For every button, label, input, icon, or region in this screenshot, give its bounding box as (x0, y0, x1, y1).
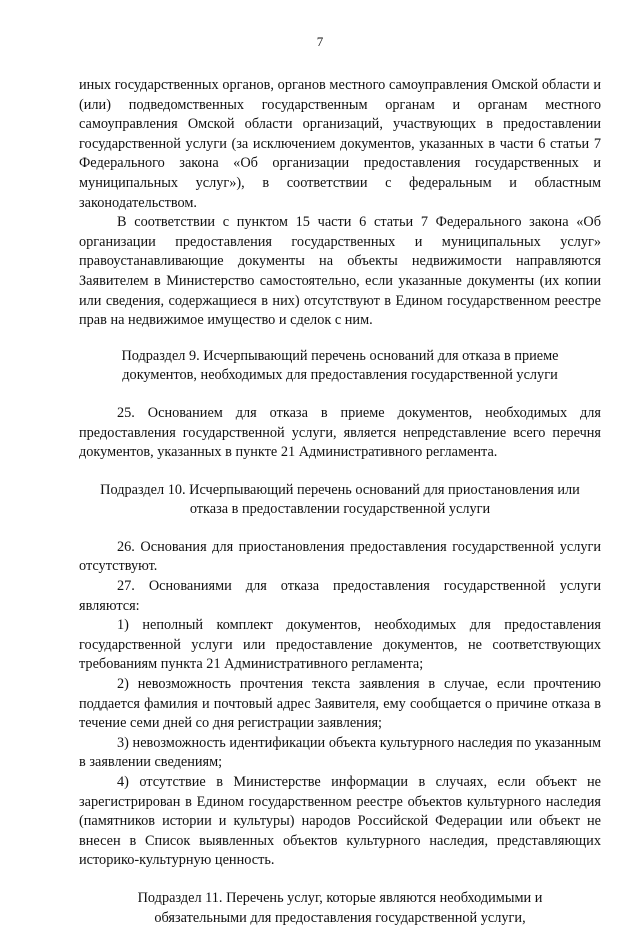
list-item-1: 1) неполный комплект документов, необходимых для предоставления государственной услуги или предоставление документов, не соответствующих требованиям пункта 21 Административного регламента; (79, 617, 601, 673)
paragraph-27: 27. Основаниями для отказа предоставления государственной услуги являются: (79, 578, 601, 614)
subsection-heading-11: Подраздел 11. Перечень услуг, которые являются необходимыми и обязательными для предоставления государственной услуги, (137, 889, 543, 926)
paragraph-property-documents: В соответствии с пунктом 15 части 6 статьи 7 Федерального закона «Об организации предоставления государственных и муниципальных услуг» правоустанавливающие документы на объекты недвижимости направляются Заявителем в Министерство самостоятельно, если указанные документы (их копии или сведения, содержащиеся в них) отсутствуют в Едином государственном реестре прав на недвижимое имущество и сделок с ним. (79, 214, 601, 329)
paragraph-continuation: иных государственных органов, органов местного самоуправления Омской области и (или) подведомственных государственным органам и органам местного самоуправления Омской области организаций, участвующих в предоставлении государственной услуги (за исключением документов, указанных в части 6 статьи 7 Федерального закона «Об организации предоставления государственных и муниципальных услуг»), в соответствии с федеральным и областным законодательством. (79, 77, 601, 211)
page-number: 7 (316, 34, 324, 49)
subsection-heading-10: Подраздел 10. Исчерпывающий перечень оснований для приостановления или отказа в предоставлении государственной услуги (100, 481, 580, 518)
paragraph-25: 25. Основанием для отказа в приеме документов, необходимых для предоставления государственной услуги, является непредставление всего перечня документов, указанных в пункте 21 Административного регламента. (79, 404, 601, 461)
subsection-heading-9: Подраздел 9. Исчерпывающий перечень оснований для отказа в приеме документов, необходимых для предоставления государственной услуги (121, 347, 559, 384)
paragraph-26: 26. Основания для приостановления предоставления государственной услуги отсутствуют. (79, 538, 601, 575)
list-item-4: 4) отсутствие в Министерстве информации в случаях, если объект не зарегистрирован в Едином государственном реестре объектов культурного наследия (памятников истории и культуры) народов Российской Федерации или объект не внесен в Список выявленных объектов культурного наследия, представляющих историко-культурную ценность. (79, 774, 601, 869)
document-body (79, 76, 601, 928)
list-item-3: 3) невозможность идентификации объекта культурного наследия по указанным в заявлении сведениям; (79, 734, 601, 771)
list-item-2: 2) невозможность прочтения текста заявления в случае, если прочтению поддается фамилия и почтовый адрес Заявителя, ему сообщается о причине отказа в течение семи дней со дня регистрации заявления; (79, 676, 601, 732)
